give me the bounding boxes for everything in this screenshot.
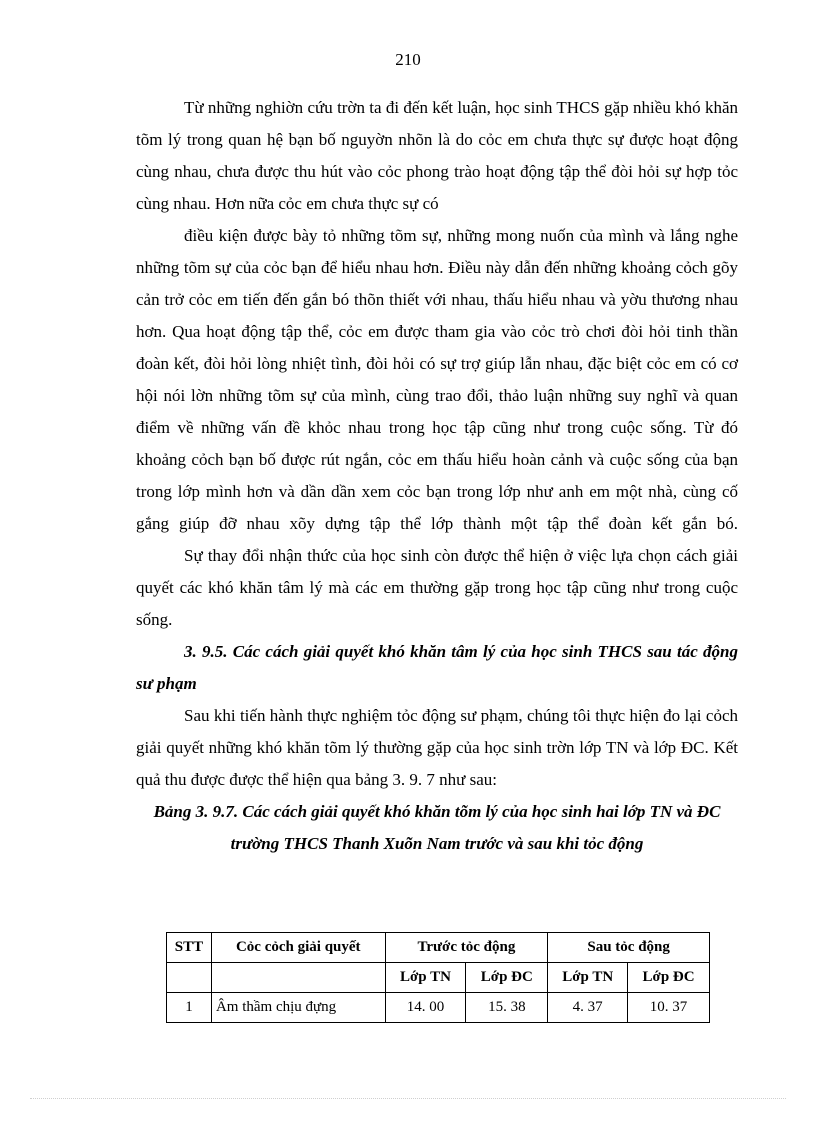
header-before: Trước tỏc động	[385, 933, 548, 963]
paragraph-2: điều kiện được bày tỏ những tõm sự, những mong nuốn của mình và lắng nghe những tõm sự của cỏc bạn để hiểu nhau hơn. Điều này dẫn đến những khoảng cỏch gõy cản trở cỏc em tiến đến gắn bó thõn thiết với nhau, thấu hiểu nhau và yờu thương nhau hơn. Qua hoạt động tập thể, cỏc em được tham gia vào cỏc trò chơi đòi hỏi tinh thần đoàn kết, đòi hỏi lòng nhiệt tình, đòi hỏi có sự trợ giúp lẫn nhau, đặc biệt cỏc em có cơ hội nói lờn những tõm sự của mình, cùng trao đổi, thảo luận những suy nghĩ và quan điểm về những vấn đề khỏc nhau trong học tập cũng như trong cuộc sống. Từ đó khoảng cỏch bạn bố được rút ngắn, cỏc em thấu hiểu hoàn cảnh và cuộc sống của bạn trong lớp mình hơn và dần dần xem cỏc bạn trong lớp như anh em một nhà, cùng cố gắng giúp đỡ nhau xõy dựng tập thể lớp thành một tập thể đoàn kết gắn bó.	[136, 226, 738, 533]
table-header-row	[167, 933, 710, 963]
page-bottom-divider	[30, 1098, 786, 1099]
document-body	[136, 92, 738, 860]
header-empty	[211, 963, 385, 993]
cell-method: Âm thầm chịu đựng	[211, 993, 385, 1023]
cell-stt: 1	[167, 993, 212, 1023]
results-table	[166, 932, 710, 1023]
paragraph-3: Sự thay đổi nhận thức của học sinh còn được thể hiện ở việc lựa chọn cách giải quyết các khó khăn tâm lý mà các em thường gặp trong học tập cũng như trong cuộc sống.	[136, 546, 738, 629]
paragraph-4: Sau khi tiến hành thực nghiệm tỏc động sư phạm, chúng tôi thực hiện đo lại cỏch giải quyết những khó khăn tõm lý thường gặp của học sinh trờn lớp TN và lớp ĐC. Kết quả thu được được thể hiện qua bảng 3. 9. 7 như sau:	[136, 706, 738, 789]
paragraph-1: Từ những nghiờn cứu trờn ta đi đến kết luận, học sinh THCS gặp nhiều khó khăn tõm lý trong quan hệ bạn bố nguyờn nhõn là do cỏc em chưa thực sự được hoạt động cùng nhau, chưa được thu hút vào cỏc phong trào hoạt động tập thể đòi hỏi sự hợp tỏc cùng nhau. Hơn nữa cỏc em chưa thực sự có	[136, 98, 738, 213]
cell-tn-before: 14. 00	[385, 993, 466, 1023]
section-heading: 3. 9.5. Các cách giải quyết khó khăn tâm lý của học sinh THCS sau tác động sư phạm	[136, 642, 738, 693]
header-tn-before: Lớp TN	[385, 963, 466, 993]
header-tn-after: Lớp TN	[548, 963, 628, 993]
table-caption: Bảng 3. 9.7. Các cách giải quyết khó khăn tõm lý của học sinh hai lớp TN và ĐC trường THCS Thanh Xuõn Nam trước và sau khi tỏc động	[153, 802, 721, 853]
cell-dc-before: 15. 38	[466, 993, 548, 1023]
cell-tn-after: 4. 37	[548, 993, 628, 1023]
header-stt: STT	[167, 933, 212, 963]
table-subheader-row	[167, 963, 710, 993]
header-method: Cỏc cỏch giải quyết	[211, 933, 385, 963]
page-number: 210	[395, 50, 421, 69]
header-dc-before: Lớp ĐC	[466, 963, 548, 993]
header-dc-after: Lớp ĐC	[628, 963, 710, 993]
header-empty	[167, 963, 212, 993]
table-row	[167, 993, 710, 1023]
header-after: Sau tỏc động	[548, 933, 710, 963]
cell-dc-after: 10. 37	[628, 993, 710, 1023]
